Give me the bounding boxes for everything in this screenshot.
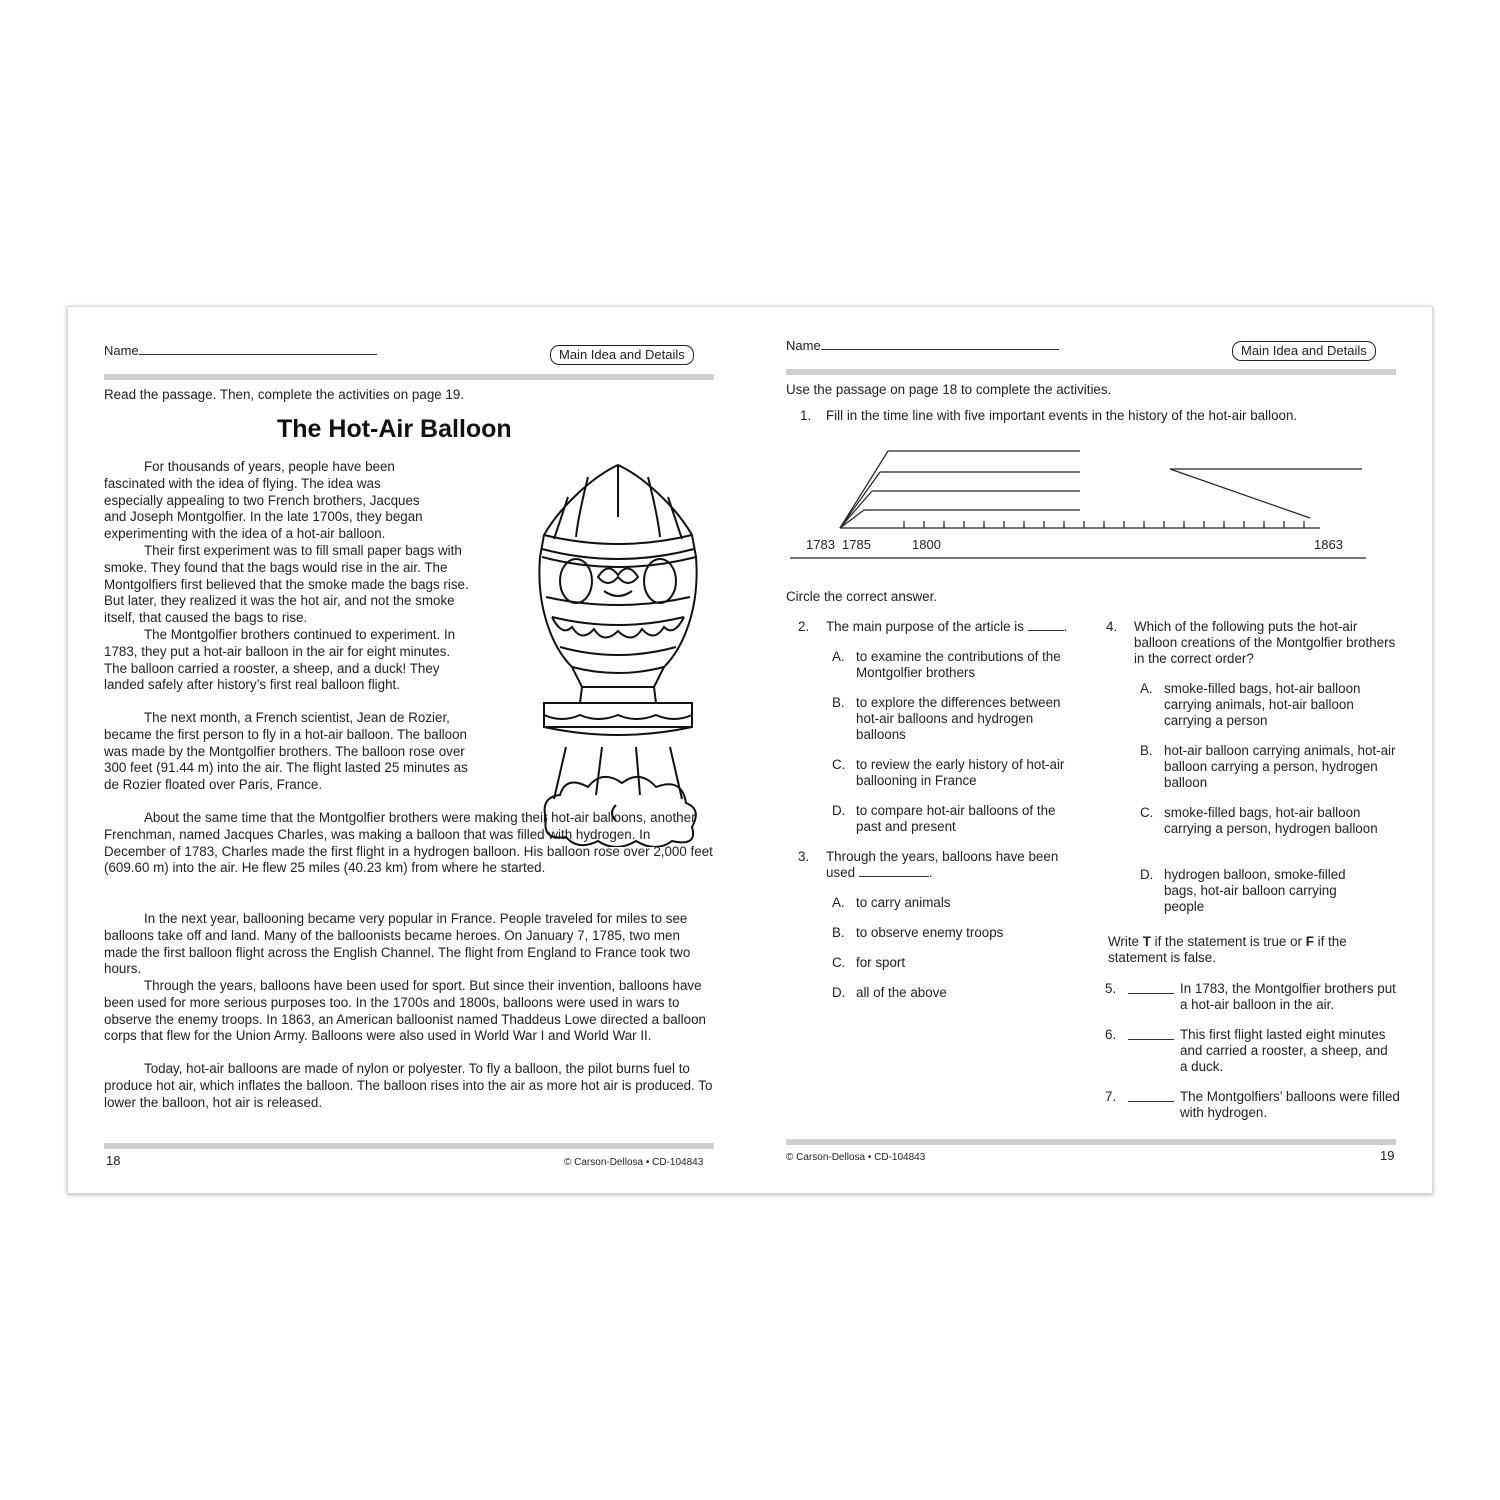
q3-text: Through the years, balloons have been used . xyxy=(826,849,1059,880)
q7-number: 7. xyxy=(1105,1089,1117,1104)
timeline-ticks xyxy=(904,521,1304,528)
name-label: Name xyxy=(104,343,139,358)
q2-option-d-letter: D. xyxy=(832,803,846,818)
copyright: © Carson-Dellosa • CD-104843 xyxy=(564,1157,704,1168)
page-18 xyxy=(68,307,750,1193)
timeline-label-1783: 1783 xyxy=(806,537,835,552)
q7-text: The Montgolfiers’ balloons were filled with hydrogen. xyxy=(1180,1089,1400,1120)
q4-option-a-letter: A. xyxy=(1140,681,1153,696)
header-bar xyxy=(786,369,1396,375)
q2-option-d[interactable]: to compare hot-air balloons of the past and present xyxy=(856,803,1056,834)
q2-option-c[interactable]: to review the early history of hot-air ballooning in France xyxy=(856,757,1065,788)
q4-option-b-letter: B. xyxy=(1140,743,1153,758)
skill-tag: Main Idea and Details xyxy=(1232,341,1376,361)
paragraph-3: The Montgolfier brothers continued to experiment. In 1783, they put a hot-air balloon in the air for eight minutes. The balloon carried a rooster, a sheep, and a duck! They landed safely after history’s first real balloon flight. xyxy=(104,627,456,693)
page-19 xyxy=(750,307,1432,1193)
q2-option-a-letter: A. xyxy=(832,649,845,664)
paragraph-6: In the next year, ballooning became very popular in France. People traveled for miles to see balloons take off and land. Many of the balloonists became heroes. On January 7, 1785, two men made the first balloon flight across the English Channel. The flight from England to France took two hours. xyxy=(104,911,691,977)
name-field[interactable] xyxy=(786,338,1059,353)
q2-answer-blank[interactable] xyxy=(1028,620,1064,631)
q3-option-b[interactable]: to observe enemy troops xyxy=(856,925,1004,940)
q3-stem: Through the years, balloons have been used xyxy=(826,849,1059,880)
name-label: Name xyxy=(786,338,821,353)
q1-number: 1. xyxy=(800,408,812,423)
timeline-label-1863: 1863 xyxy=(1314,537,1343,552)
header-bar xyxy=(104,374,714,380)
paragraph-8: Today, hot-air balloons are made of nylon or polyester. To fly a balloon, the pilot burns fuel to produce hot air, which inflates the balloon. The balloon rises into the air as more hot air is produced. To lower the balloon, hot air is released. xyxy=(104,1061,713,1110)
paragraph-2: Their first experiment was to fill small paper bags with smoke. They found that the bags would rise in the air. The Montgolfiers first believed that the smoke made the bags rise. But later, they realized it was the hot air, and not the smoke itself, that caused the bags to rise. xyxy=(104,543,469,626)
copyright: © Carson-Dellosa • CD-104843 xyxy=(786,1152,926,1163)
hot-air-balloon-illustration xyxy=(532,457,704,847)
circle-instructions: Circle the correct answer. xyxy=(786,589,938,604)
q5-text: In 1783, the Montgolfier brothers put a hot-air balloon in the air. xyxy=(1180,981,1396,1012)
q6-number: 6. xyxy=(1105,1027,1117,1042)
paragraph-5-text: About the same time that the Montgolfier brothers were making their hot-air balloons, another Frenchman, named Jacques Charles, was making a balloon that was filled with hydrogen. In December of 1783, Charles made the first flight in a hydrogen balloon. His balloon rose over 2,000 feet (609.60 m) into the air. He flew 25 miles (40.23 km) from where he started. xyxy=(104,810,713,876)
tf-letter-t: T xyxy=(1142,934,1151,949)
q4-option-b[interactable]: hot-air balloon carrying animals, hot-air balloon carrying a person, hydrogen balloon xyxy=(1164,743,1396,790)
paragraph-7: Through the years, balloons have been used for sport. But since their invention, balloons have been used for more serious purposes too. In the 1700s and 1800s, balloons were used in wars to observe the enemy troops. In 1863, an American balloonist named Thaddeus Lowe directed a balloon corps that flew for the Union Army. Balloons were also used in World War I and World War II. xyxy=(104,978,706,1044)
q5-number: 5. xyxy=(1105,981,1117,996)
tf-instructions xyxy=(1108,934,1398,966)
skill-tag: Main Idea and Details xyxy=(550,345,694,365)
q3-option-a-letter: A. xyxy=(832,895,845,910)
q2-option-b-letter: B. xyxy=(832,695,845,710)
q2-stem: The main purpose of the article is xyxy=(826,619,1024,634)
name-field[interactable] xyxy=(104,343,377,358)
q4-option-d-letter: D. xyxy=(1140,867,1154,882)
q4-option-a[interactable]: smoke-filled bags, hot-air balloon carrying animals, hot-air balloon carrying a person xyxy=(1164,681,1361,728)
q2-number: 2. xyxy=(798,619,810,634)
q4-option-c[interactable]: smoke-filled bags, hot-air balloon carrying a person, hydrogen balloon xyxy=(1164,805,1378,836)
timeline-label-1785: 1785 xyxy=(842,537,871,552)
tf-instructions-pre: Write xyxy=(1108,934,1143,949)
q3-option-c[interactable]: for sport xyxy=(856,955,906,970)
instructions: Use the passage on page 18 to complete the activities. xyxy=(786,382,1112,397)
page-number: 18 xyxy=(106,1153,121,1168)
tf-instructions-mid: if the statement is true or xyxy=(1150,934,1306,949)
name-blank[interactable] xyxy=(139,343,377,355)
q3-answer-blank[interactable] xyxy=(859,866,929,877)
q7-answer-blank[interactable] xyxy=(1128,1091,1174,1102)
instructions: Read the passage. Then, complete the activities on page 19. xyxy=(104,387,465,402)
q3-option-d[interactable]: all of the above xyxy=(856,985,947,1000)
q1-text: Fill in the time line with five important events in the history of the hot-air balloon. xyxy=(826,408,1298,423)
q4-option-c-letter: C. xyxy=(1140,805,1154,820)
passage-title: The Hot-Air Balloon xyxy=(277,415,512,443)
tf-letter-f: F xyxy=(1305,934,1314,949)
q6-answer-blank[interactable] xyxy=(1128,1029,1174,1040)
page-number: 19 xyxy=(1380,1148,1395,1163)
q2-option-c-letter: C. xyxy=(832,757,846,772)
footer-bar xyxy=(786,1139,1396,1145)
q4-text: Which of the following puts the hot-air balloon creations of the Montgolfier brothers in the correct order? xyxy=(1134,619,1396,666)
q2-option-b[interactable]: to explore the differences between hot-air balloons and hydrogen balloons xyxy=(856,695,1061,742)
timeline[interactable] xyxy=(790,443,1374,563)
q3-option-c-letter: C. xyxy=(832,955,846,970)
tf-instructions-post: if the statement is false. xyxy=(1108,934,1347,965)
name-blank[interactable] xyxy=(821,338,1059,350)
q4-number: 4. xyxy=(1106,619,1118,634)
paragraph-4: The next month, a French scientist, Jean de Rozier, became the first person to fly in a hot-air balloon. The balloon was made by the Montgolfier brothers. The balloon rose over 300 feet (91.44 m) into the air. The flight lasted 25 minutes as de Rozier floated over Paris, France. xyxy=(104,710,468,793)
q3-number: 3. xyxy=(798,849,810,864)
q6-text: This first flight lasted eight minutes and carried a rooster, a sheep, and a duck. xyxy=(1180,1027,1388,1074)
timeline-label-1800: 1800 xyxy=(912,537,941,552)
q4-option-d[interactable]: hydrogen balloon, smoke-filled bags, hot-air balloon carrying people xyxy=(1164,867,1346,914)
q5-answer-blank[interactable] xyxy=(1128,983,1174,994)
q3-option-d-letter: D. xyxy=(832,985,846,1000)
paragraph-1: For thousands of years, people have been fascinated with the idea of flying. The idea was especially appealing to two French brothers, Jacques and Joseph Montgolfier. In the late 1700s, they began experimenting with the idea of a hot-air balloon. xyxy=(104,459,423,542)
footer-bar xyxy=(104,1143,714,1149)
workbook-spread xyxy=(67,306,1433,1194)
q2-text: The main purpose of the article is . xyxy=(826,619,1068,634)
q3-option-b-letter: B. xyxy=(832,925,845,940)
q3-option-a[interactable]: to carry animals xyxy=(856,895,951,910)
q2-option-a[interactable]: to examine the contributions of the Montgolfier brothers xyxy=(856,649,1061,680)
